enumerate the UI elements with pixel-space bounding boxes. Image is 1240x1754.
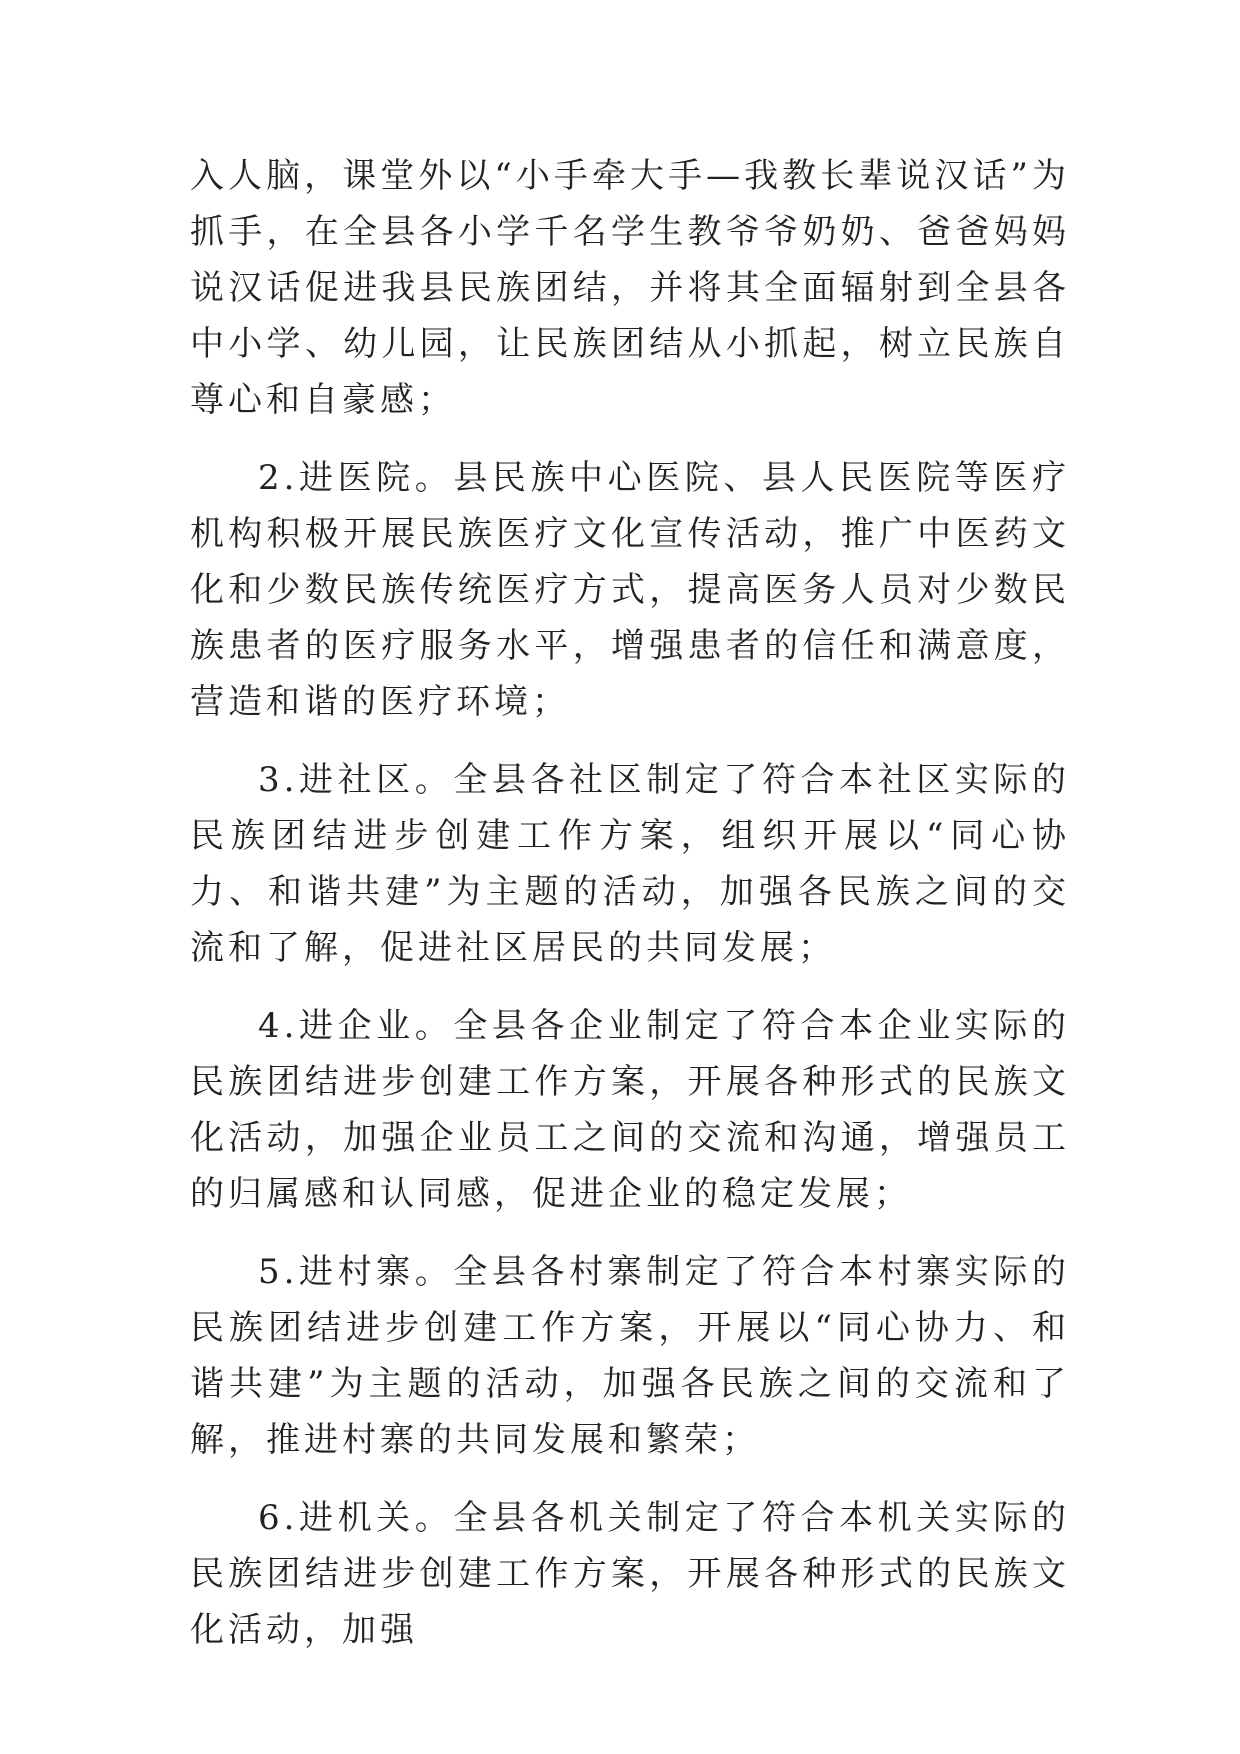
paragraph-continuation: 入人脑，课堂外以“小手牵大手—我教长辈说汉话”为抓手，在全县各小学千名学生教爷爷奶奶、爸爸妈妈说汉话促进我县民族团结，并将其全面辐射到全县各中小学、幼儿园，让民族团结从小抓起，树立民族自尊心和自豪感； — [190, 156, 1070, 420]
paragraph-item-enterprise: 4.进企业。全县各企业制定了符合本企业实际的民族团结进步创建工作方案，开展各种形式的民族文化活动，加强企业员工之间的交流和沟通，增强员工的归属感和认同感，促进企业的稳定发展； — [190, 1006, 1070, 1214]
paragraph-item-community: 3.进社区。全县各社区制定了符合本社区实际的民族团结进步创建工作方案，组织开展以“同心协力、和谐共建”为主题的活动，加强各民族之间的交流和了解，促进社区居民的共同发展； — [190, 760, 1070, 968]
paragraph-item-hospital: 2.进医院。县民族中心医院、县人民医院等医疗机构积极开展民族医疗文化宣传活动，推广中医药文化和少数民族传统医疗方式，提高医务人员对少数民族患者的医疗服务水平，增强患者的信任和满意度，营造和谐的医疗环境； — [190, 458, 1070, 722]
document-body — [190, 148, 1070, 1680]
paragraph-item-village: 5.进村寨。全县各村寨制定了符合本村寨实际的民族团结进步创建工作方案，开展以“同心协力、和谐共建”为主题的活动，加强各民族之间的交流和了解，推进村寨的共同发展和繁荣； — [190, 1252, 1070, 1460]
paragraph-item-government: 6.进机关。全县各机关制定了符合本机关实际的民族团结进步创建工作方案，开展各种形式的民族文化活动，加强 — [190, 1498, 1070, 1650]
